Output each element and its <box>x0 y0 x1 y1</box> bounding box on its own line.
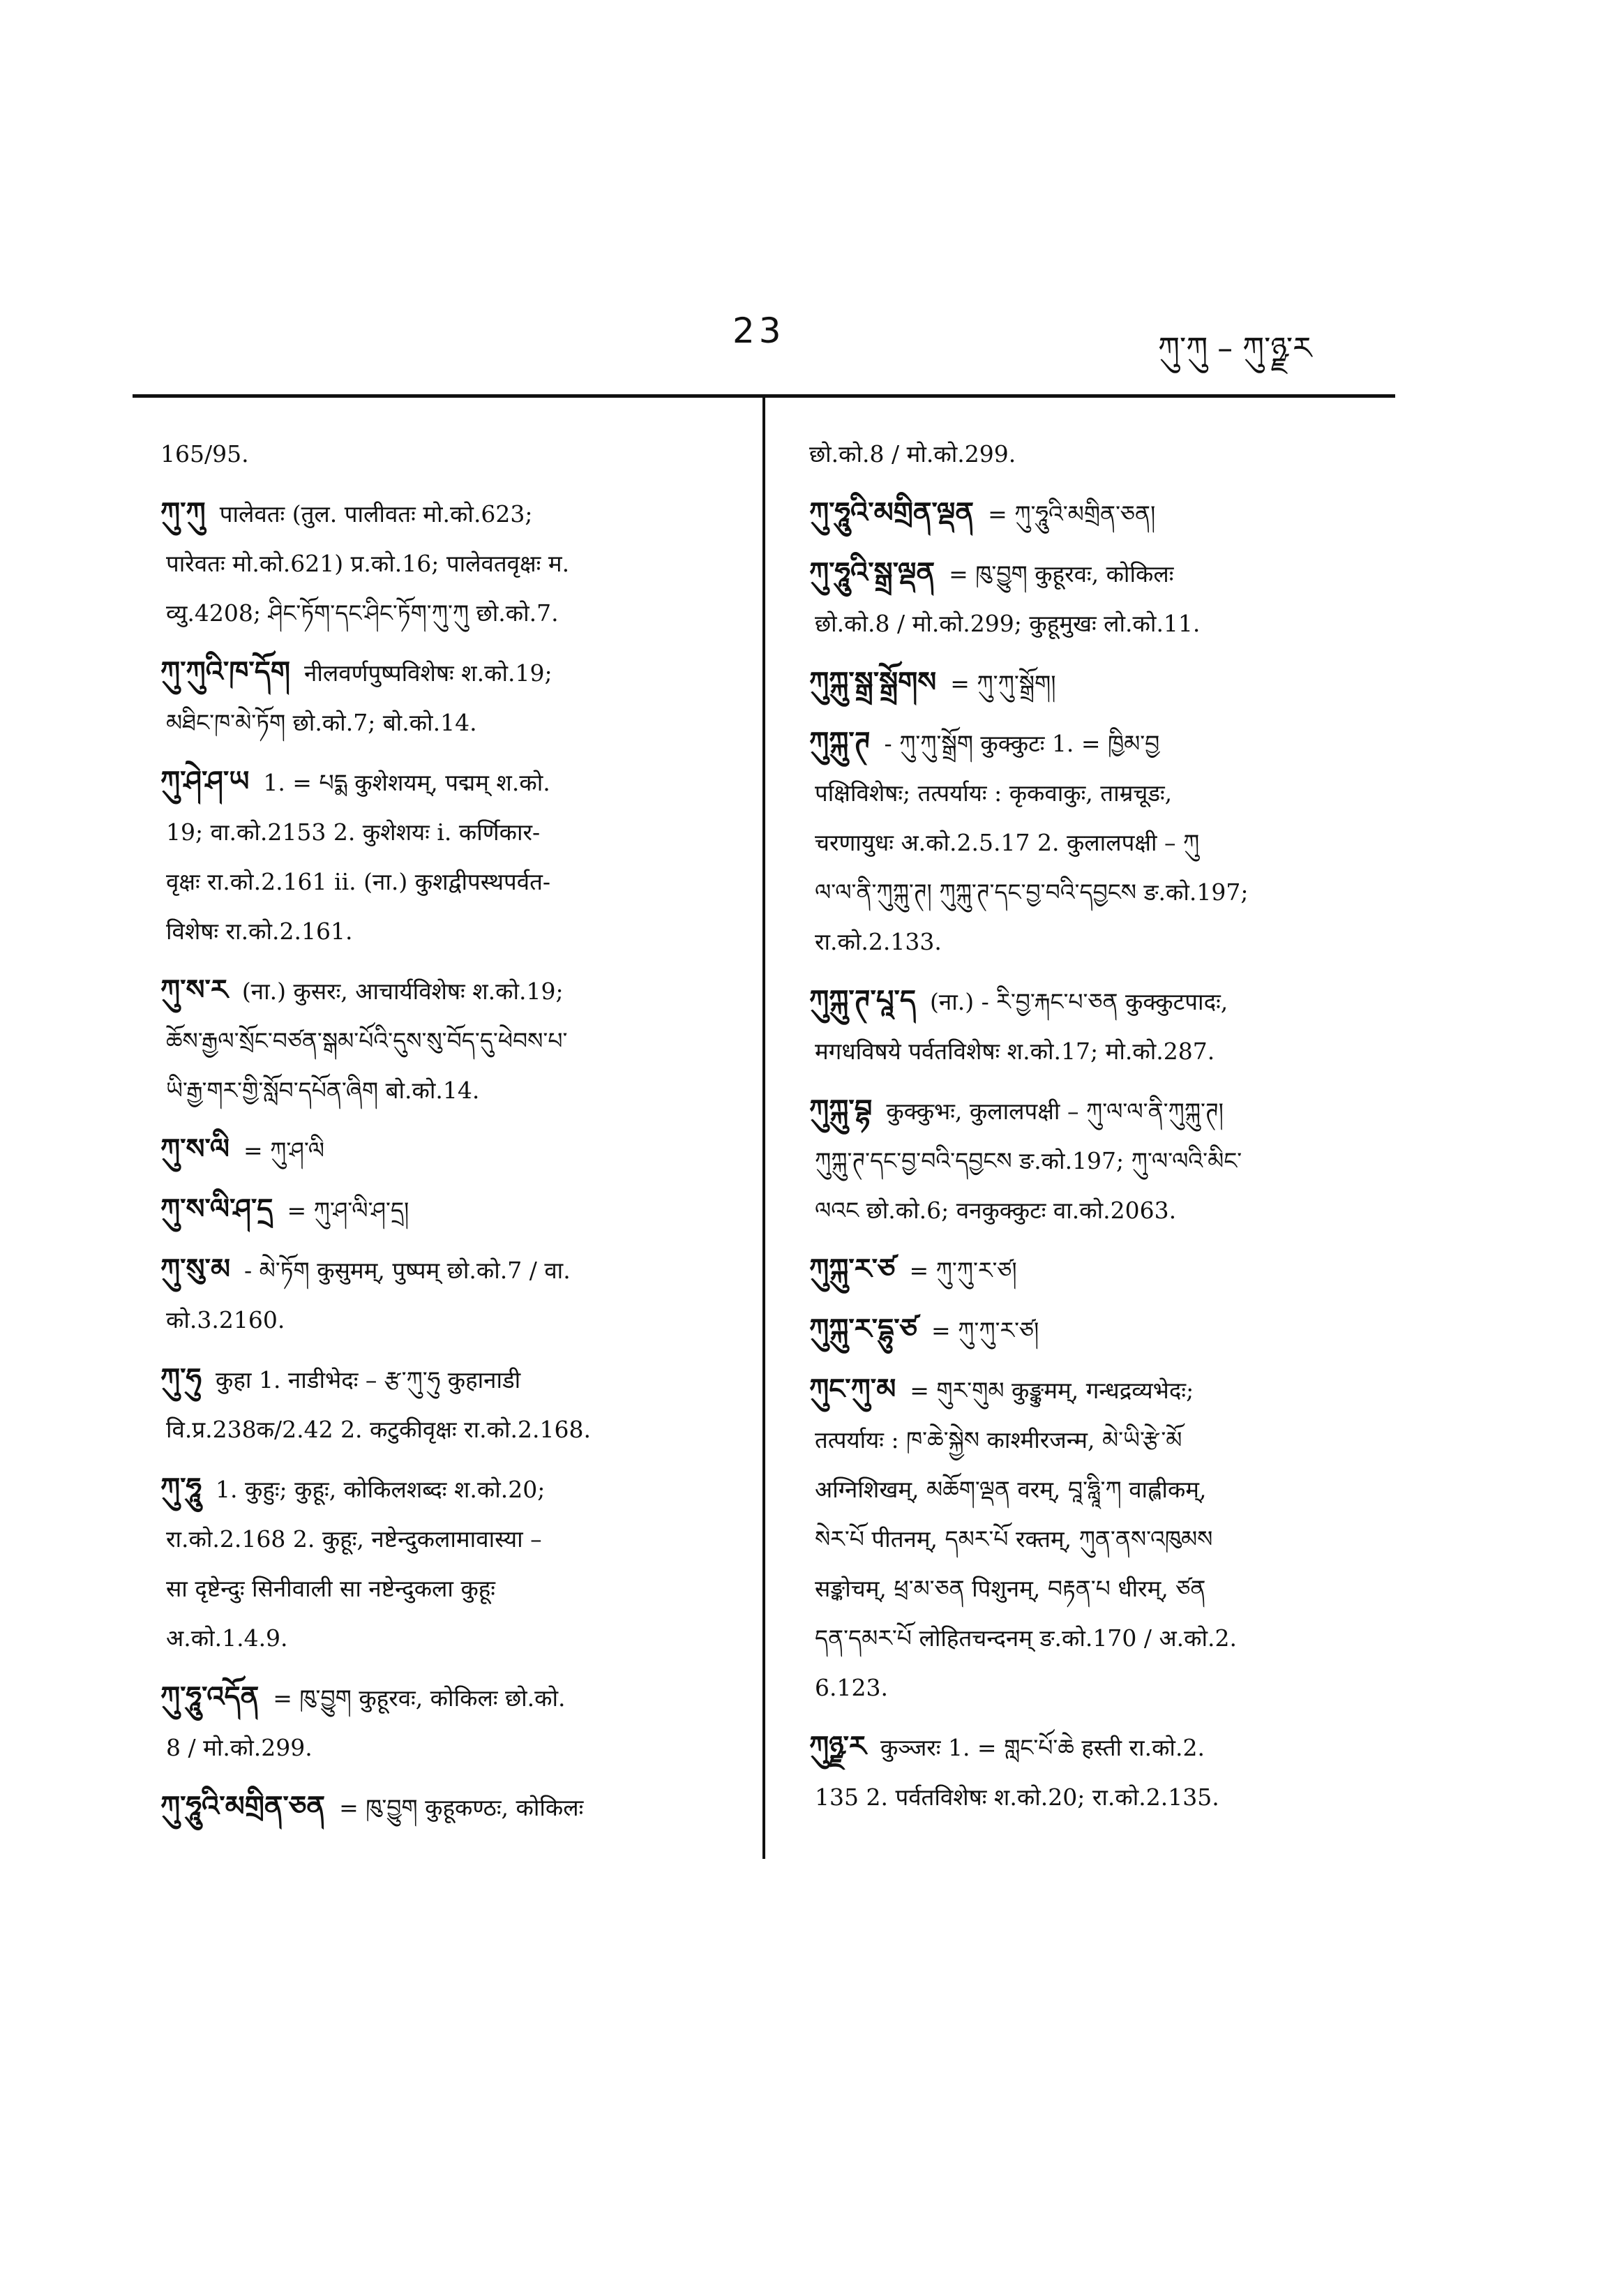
entry-first-line <box>160 1673 732 1723</box>
entry-continuation-line <box>160 1564 732 1613</box>
headword: ཀུ་ཧཱུའི་སྒྲ་ལྡན <box>809 557 935 589</box>
entry-continuation-line <box>809 867 1381 917</box>
dictionary-entry <box>809 718 1381 966</box>
definition-text: ཡི་རྒྱ་གར་གྱི་སློབ་དཔོན་ཞིག बो.को.14. <box>166 1077 480 1104</box>
dictionary-entry <box>160 648 732 747</box>
definition-text: तत्पर्यायः : ཁ་ཆེ་སྐྱེས काश्मीरजन्म, མེ་ཡི་རྩེ་མོ <box>815 1426 1182 1453</box>
dictionary-entry <box>160 757 732 956</box>
headword: ཀུ་ཧུ <box>160 1363 202 1395</box>
headword: ཀུ་ཧཱུ་འདོན <box>160 1681 260 1713</box>
entry-first-line <box>160 1125 732 1175</box>
definition-text: = ཁུ་བྱུག कुहूकण्ठः, कोकिलः <box>339 1794 584 1821</box>
dictionary-entry <box>809 658 1381 708</box>
definition-text: = ཀུ་ཀུ་སྒྲོག། <box>950 670 1056 697</box>
entry-continuation-line <box>809 599 1381 648</box>
definition-text: वृक्षः रा.को.2.161 ii. (ना.) कुशद्वीपस्थपर्वत- <box>166 868 551 895</box>
headword: ཀུ་ཀུ <box>160 497 206 529</box>
definition-text: ལའང छो.को.6; वनकुक्कुटः वा.को.2063. <box>815 1197 1177 1224</box>
entry-continuation-line <box>809 917 1381 966</box>
headword: ཀུ་ཧཱུ <box>160 1472 202 1504</box>
definition-text: 135 2. पर्वतविशेषः श.को.20; रा.को.2.135. <box>815 1784 1219 1811</box>
dictionary-entry <box>809 1245 1381 1295</box>
running-head: ཀུ་ཀུ – ཀུ་ཉྫ་ར <box>1158 331 1312 366</box>
dictionary-entry <box>809 1305 1381 1355</box>
definition-text: को.3.2160. <box>166 1306 285 1333</box>
headword: ཀུཀྐུ་ཊ <box>809 726 871 758</box>
definition-text: - མེ་ཏོག कुसुमम्, पुष्पम् छो.को.7 / वा. <box>244 1257 571 1284</box>
definition-text: कुक्कुभः, कुलालपक्षी – ཀུ་ལ་ལ་ནི་ཀུཀྐུ་ཊ། <box>886 1098 1224 1125</box>
dictionary-entry <box>160 1245 732 1345</box>
definition-text: छो.को.8 / मो.को.299; कुहूमुखः लो.को.11. <box>815 610 1201 637</box>
entry-first-line <box>809 488 1381 539</box>
entry-continuation-line <box>160 1016 732 1066</box>
dictionary-entry <box>160 1185 732 1235</box>
definition-text: 1. = པདྨ कुशेशयम्, पद्मम् श.को. <box>263 769 550 796</box>
entry-first-line <box>160 1185 732 1235</box>
dictionary-entry <box>809 488 1381 539</box>
entry-continuation-line <box>160 1723 732 1772</box>
right-column-continuation: छो.को.8 / मो.को.299. <box>809 440 1016 468</box>
entry-first-line <box>809 1086 1381 1136</box>
headword: ཀུ་ཤེ་ཤ་ཡ <box>160 765 250 798</box>
dictionary-entry <box>809 1722 1381 1822</box>
dictionary-entry <box>160 966 732 1115</box>
definition-text: ཆོས་རྒྱལ་སྲོང་བཙན་སྒམ་པོའི་དུས་སུ་བོད་དུ་ཕེབས་པ་ <box>166 1027 568 1054</box>
entry-continuation-line <box>160 588 732 638</box>
headword: ཀུ་ཀུའི་ཁ་དོག <box>160 656 291 688</box>
entry-continuation-line <box>160 906 732 956</box>
entry-first-line <box>809 1365 1381 1415</box>
headword: ཀུཀྐུ་ར་དྷུ་ཙ <box>809 1313 918 1345</box>
headword: ཀུ་ས་ལི <box>160 1133 230 1165</box>
dictionary-entry <box>160 1673 732 1772</box>
entry-first-line <box>809 658 1381 708</box>
entry-continuation-line <box>809 1564 1381 1613</box>
definition-text: (ना.) कुसरः, आचार्यविशेषः श.को.19; <box>241 978 564 1005</box>
definition-text: = ཀུ་ཀུ་ར་ཙ། <box>931 1317 1039 1344</box>
definition-text: སེར་པོ पीतनम्, དམར་པོ रक्तम्, ཀུན་ནས་འཁུམས <box>815 1525 1213 1553</box>
entry-continuation-line <box>160 1613 732 1663</box>
entry-continuation-line <box>809 1514 1381 1564</box>
entry-continuation-line <box>809 1026 1381 1076</box>
definition-text: रा.को.2.133. <box>815 928 942 955</box>
entry-continuation-line <box>809 1186 1381 1235</box>
headword: ཀུ་ས་ལི་ཤ་དྲ <box>160 1193 273 1225</box>
dictionary-entry <box>160 1464 732 1663</box>
entry-first-line <box>160 1464 732 1514</box>
headword: ཀུ་སུ་མ <box>160 1253 231 1285</box>
definition-text: मगधविषये पर्वतविशेषः श.को.17; मो.को.287. <box>815 1038 1215 1065</box>
dictionary-entry <box>809 976 1381 1076</box>
entry-continuation-line <box>809 768 1381 818</box>
definition-text: पक्षिविशेषः; तत्पर्यायः : कृकवाकुः, ताम्रचूडः, <box>815 779 1173 807</box>
definition-text: དན་དམར་པོ लोहितचन्दनम् ङ.को.170 / अ.को.2. <box>815 1624 1238 1652</box>
entry-continuation-line <box>160 1066 732 1115</box>
definition-text: अग्निशिखम्, མཆོག་ལྡན वरम्, བཱ་ཧླཱི་ཀ वाह्लीकम्, <box>815 1476 1207 1503</box>
entry-continuation-line <box>809 1415 1381 1465</box>
definition-text: कुञ्जरः 1. = གླང་པོ་ཆེ हस्ती रा.को.2. <box>880 1734 1205 1761</box>
definition-text: = ཀུ་ཧཱུའི་མགྲིན་ཅན། <box>988 500 1156 528</box>
definition-text: रा.को.2.168 2. कुहूः, नष्टेन्दुकलामावास्या – <box>166 1525 542 1553</box>
headword: ཀུཀྐུ་བྷ <box>809 1094 873 1126</box>
entry-continuation-line <box>160 1405 732 1454</box>
definition-text: वि.प्र.238क/2.42 2. कटुकीवृक्षः रा.को.2.168. <box>166 1416 591 1443</box>
headword: ཀུཀྐུ་ར་ཙ <box>809 1253 896 1285</box>
column-divider <box>762 397 765 1859</box>
definition-text: = ཁུ་བྱུག कुहूरवः, कोकिलः <box>949 560 1174 588</box>
definition-text: 19; वा.को.2153 2. कुशेशयः i. कर्णिकार- <box>166 818 541 846</box>
left-column-continuation: 165/95. <box>160 440 249 468</box>
headword: ཀུཀྐུ་སྒྲ་སྒྲོགས <box>809 666 937 698</box>
entry-first-line <box>160 757 732 807</box>
definition-text: विशेषः रा.को.2.161. <box>166 918 353 945</box>
definition-text: 1. कुहुः; कुहूः, कोकिलशब्दः श.को.20; <box>216 1476 546 1503</box>
definition-text: = ཀུ་ཤ་ལི <box>243 1137 325 1164</box>
entry-first-line <box>160 648 732 698</box>
headword: ཀུཉྫ་ར <box>809 1730 866 1763</box>
dictionary-entry <box>160 488 732 638</box>
entry-continuation-line <box>160 857 732 906</box>
definition-text: = ཀུ་ཀུ་ར་ཙ། <box>909 1257 1017 1284</box>
entry-continuation-line <box>809 1772 1381 1822</box>
definition-text: अ.को.1.4.9. <box>166 1624 288 1652</box>
definition-text: नीलवर्णपुष्पविशेषः श.को.19; <box>304 659 552 687</box>
headword: ཀུ་ས་ར <box>160 974 228 1006</box>
entry-continuation-line <box>160 539 732 588</box>
definition-text: पारेवतः मो.को.621) प्र.को.16; पालेवतवृक्षः म. <box>166 550 570 577</box>
definition-text: = ཁུ་བྱུག कुहूरवः, कोकिलः छो.को. <box>273 1684 566 1712</box>
definition-text: ལ་ལ་ནི་ཀུཀྐུ་ཊ། ཀུཀྐུ་ཊ་དང་བྱ་བའི་དབྱངས ङ.को.197; <box>815 879 1249 906</box>
definition-text: कुहा 1. नाडीभेदः – རྩ་ཀུ་ཧུ कुहानाडी <box>216 1366 521 1393</box>
entry-continuation-line <box>160 1295 732 1345</box>
headword: ཀུ་ཧཱུའི་མགྲིན་ཅན <box>160 1791 326 1823</box>
dictionary-entry <box>809 1365 1381 1712</box>
definition-text: (ना.) - རི་བྱ་རྐང་པ་ཅན कुक्कुटपादः, <box>930 988 1228 1015</box>
headword: ཀུཀྐུ་ཊ་པཱ་ད <box>809 985 917 1017</box>
entry-first-line <box>809 1305 1381 1355</box>
page-number: 23 <box>732 311 785 351</box>
entry-first-line <box>160 1782 732 1832</box>
definition-text: पालेवतः (तुल. पालीवतः मो.को.623; <box>219 500 533 528</box>
definition-text: चरणायुधः अ.को.2.5.17 2. कुलालपक्षी – ཀུ <box>815 829 1200 856</box>
entry-first-line <box>809 976 1381 1026</box>
entry-continuation-line <box>160 698 732 747</box>
right-column <box>809 429 1381 1832</box>
headword: ཀུང་ཀུ་མ <box>809 1373 896 1405</box>
dictionary-entry <box>809 548 1381 648</box>
definition-text: व्यु.4208; ཤིང་ཏོག་དང་ཤིང་ཏོག་ཀུ་ཀུ छो.को.7. <box>166 599 559 627</box>
entry-continuation-line <box>809 1613 1381 1663</box>
dictionary-entry <box>160 1125 732 1175</box>
dictionary-entry <box>160 1782 732 1832</box>
entry-continuation-line <box>160 1514 732 1564</box>
headword: ཀུ་ཧཱུའི་མགྲིན་ལྡན <box>809 497 975 529</box>
definition-text: མཐིང་ཁ་མེ་ཏོག छो.को.7; बो.को.14. <box>166 709 477 736</box>
definition-text: = ཀུ་ཤ་ལི་ཤ་དྲ། <box>287 1197 409 1224</box>
definition-text: 6.123. <box>815 1674 888 1701</box>
entry-continuation-line <box>809 1136 1381 1186</box>
entry-first-line <box>160 488 732 539</box>
entry-continuation-line <box>809 1465 1381 1514</box>
definition-text: सङ्कोचम्, ཕྲ་མ་ཅན पिशुनम्, བརྟན་པ धीरम्, ཙན <box>815 1575 1206 1602</box>
definition-text: - ཀུ་ཀུ་སྒྲོག कुक्कुटः 1. = ཁྱིམ་བྱ <box>884 730 1160 757</box>
definition-text: ཀུཀྐུ་ཊ་དང་བྱ་བའི་དབྱངས ङ.को.197; ཀུ་ལ་ལའི་མིང་ <box>815 1147 1242 1174</box>
definition-text: = གུར་གུམ कुङ्कुमम्, गन्धद्रव्यभेदः; <box>910 1377 1194 1404</box>
entry-continuation-line <box>809 1663 1381 1712</box>
entry-first-line <box>809 1245 1381 1295</box>
dictionary-entry <box>809 1086 1381 1235</box>
left-column <box>160 429 732 1842</box>
entry-first-line <box>809 548 1381 599</box>
entry-continuation-line <box>809 818 1381 867</box>
entry-first-line <box>809 718 1381 768</box>
dictionary-entry <box>160 1354 732 1454</box>
definition-text: सा दृष्टेन्दुः सिनीवाली सा नष्टेन्दुकला कुहूः <box>166 1575 495 1602</box>
entry-first-line <box>160 1245 732 1295</box>
entry-first-line <box>809 1722 1381 1772</box>
definition-text: 8 / मो.को.299. <box>166 1734 313 1761</box>
entry-first-line <box>160 966 732 1016</box>
entry-continuation-line <box>160 807 732 857</box>
entry-first-line <box>160 1354 732 1405</box>
